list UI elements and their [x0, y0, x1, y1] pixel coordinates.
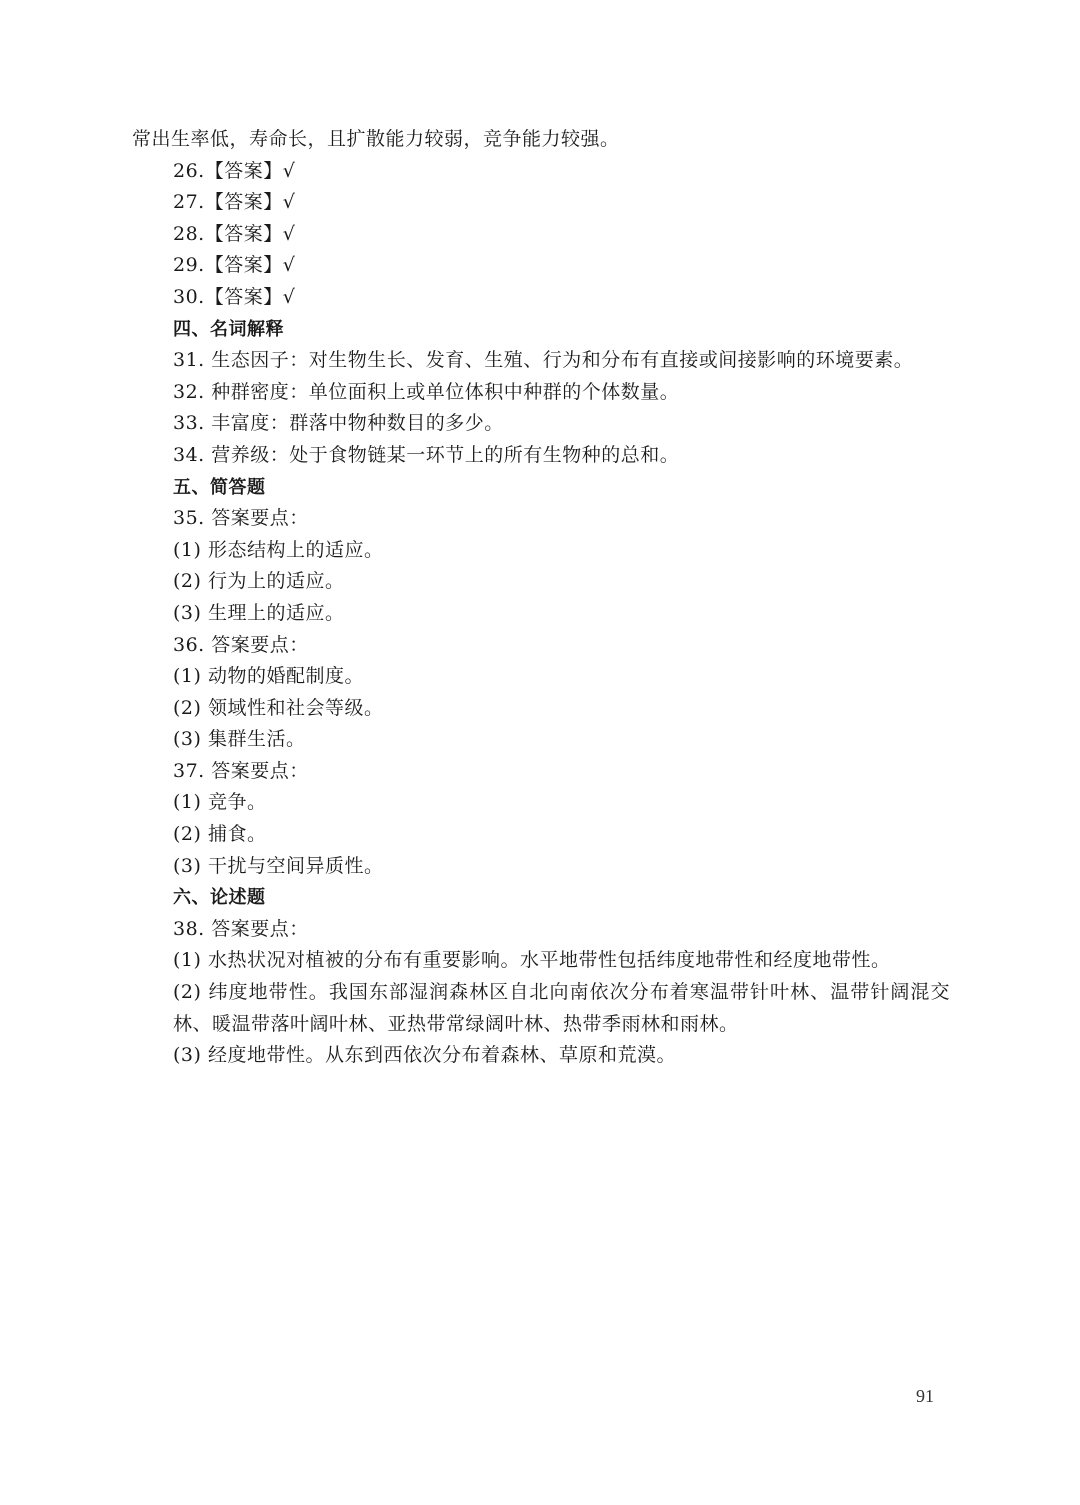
text-line: (1) 水热状况对植被的分布有重要影响。水平地带性包括纬度地带性和经度地带性。	[173, 949, 891, 972]
text-line: (2) 捕食。	[173, 823, 267, 846]
text-line: 常出生率低，寿命长，且扩散能力较弱，竞争能力较强。	[132, 128, 620, 150]
text-line: 29.【答案】√	[173, 254, 296, 277]
text-line: 37. 答案要点：	[173, 759, 309, 782]
text-line: 38. 答案要点：	[173, 917, 309, 940]
text-line: (2) 纬度地带性。我国东部湿润森林区自北向南依次分布着寒温带针叶林、温带针阔混交林、暖温带落叶阔叶林、亚热带常绿阔叶林、热带季雨林和雨林。	[173, 981, 950, 1035]
text-line: 36. 答案要点：	[173, 633, 309, 656]
text-line: 30.【答案】√	[173, 285, 296, 308]
text-line: 34. 营养级：处于食物链某一环节上的所有生物种的总和。	[173, 443, 680, 466]
text-line: 31. 生态因子：对生物生长、发育、生殖、行为和分布有直接或间接影响的环境要素。	[173, 349, 914, 372]
text-line: (3) 干扰与空间异质性。	[173, 854, 384, 877]
text-line: (3) 集群生活。	[173, 728, 306, 751]
section-heading: 五、简答题	[173, 476, 266, 498]
text-line: 33. 丰富度：群落中物种数目的多少。	[173, 412, 504, 435]
text-line: 32. 种群密度：单位面积上或单位体积中种群的个体数量。	[173, 380, 680, 403]
text-line: (2) 行为上的适应。	[173, 570, 345, 593]
section-heading: 四、名词解释	[173, 318, 284, 340]
text-line: (1) 竞争。	[173, 791, 267, 814]
page-number: 91	[916, 1386, 934, 1406]
text-line: (3) 生理上的适应。	[173, 601, 345, 624]
document-body	[132, 124, 950, 1072]
text-line: (1) 形态结构上的适应。	[173, 538, 384, 561]
text-line: 27.【答案】√	[173, 191, 296, 214]
section-heading: 六、论述题	[173, 887, 266, 909]
text-line: 28.【答案】√	[173, 222, 296, 245]
text-line: (1) 动物的婚配制度。	[173, 665, 364, 688]
text-line: (3) 经度地带性。从东到西依次分布着森林、草原和荒漠。	[173, 1044, 676, 1067]
text-line: 26.【答案】√	[173, 159, 296, 182]
text-line: (2) 领域性和社会等级。	[173, 696, 384, 719]
text-line: 35. 答案要点：	[173, 507, 309, 530]
